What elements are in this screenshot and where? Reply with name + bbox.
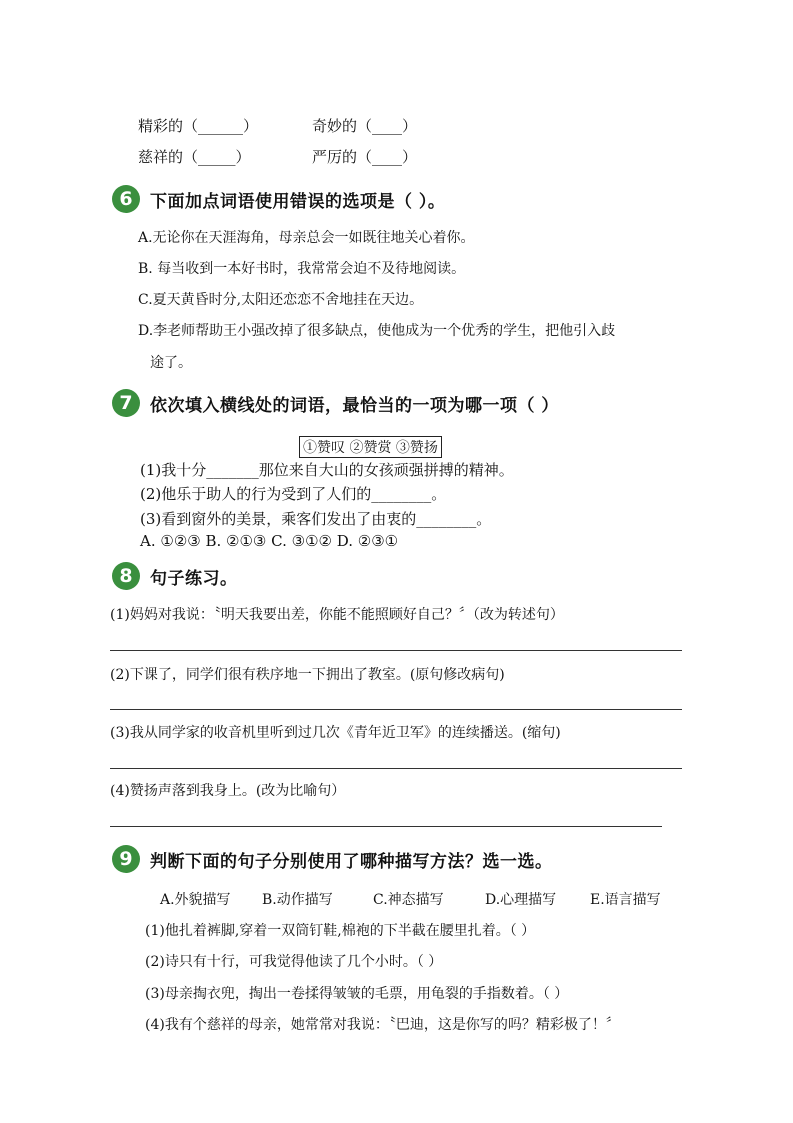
q8-item-2: (2)下课了，同学们很有秩序地一下拥出了教室。(原句修改病句) xyxy=(110,667,505,683)
q6-option-b: B. 每当收到一本好书时，我常常会迫不及待地阅读。 xyxy=(138,261,466,277)
question-number-badge: 6 xyxy=(112,185,140,213)
q9-item-1: (1)他扎着裤脚,穿着一双筒钉鞋,棉袍的下半截在腰里扎着。（ ） xyxy=(145,923,536,939)
question-number-badge: 9 xyxy=(112,845,140,873)
q7-choices: A. ①②③ B. ②①③ C. ③①② D. ②③① xyxy=(140,532,399,550)
q7-item-3: (3)看到窗外的美景，乘客们发出了由衷的________。 xyxy=(140,510,492,528)
q7-item-2: (2)他乐于助人的行为受到了人们的________。 xyxy=(140,485,447,503)
q7-title: 依次填入横线处的词语，最恰当的一项为哪一项（ ） xyxy=(150,396,559,416)
q6-option-a: A.无论你在天涯海角，母亲总会一如既往地关心着你。 xyxy=(138,230,475,246)
q5-row1-left: 精彩的（______） xyxy=(138,117,259,135)
q5-row2-left: 慈祥的（_____） xyxy=(138,148,251,166)
q5-row1-right: 奇妙的（____） xyxy=(312,117,418,135)
q8-title: 句子练习。 xyxy=(150,569,238,589)
q8-item-4: (4)赞扬声落到我身上。(改为比喻句） xyxy=(110,783,346,799)
q6-option-d: D.李老师帮助王小强改掉了很多缺点，使他成为一个优秀的学生，把他引入歧 xyxy=(138,323,616,339)
q9-item-3: (3)母亲掏衣兜，掏出一卷揉得皱皱的毛票，用龟裂的手指数着。（ ） xyxy=(145,986,569,1002)
q9-option-b: B.动作描写 xyxy=(262,892,333,908)
q6-option-d-continued: 途了。 xyxy=(150,355,192,371)
q7-word-box: ①赞叹 ②赞赏 ③赞扬 xyxy=(299,436,442,458)
q8-item-1: (1)妈妈对我说：〝明天我要出差，你能不能照顾好自己？〞（改为转述句） xyxy=(110,607,564,623)
q9-option-e: E.语言描写 xyxy=(590,892,661,908)
question-number-badge: 7 xyxy=(112,389,140,417)
q8-answer-line-1[interactable] xyxy=(110,650,682,651)
q7-item-1: (1)我十分_______那位来自大山的女孩顽强拼搏的精神。 xyxy=(140,461,514,479)
q8-answer-line-4[interactable] xyxy=(110,826,662,827)
q9-item-2: (2)诗只有十行，可我觉得他读了几个小时。（ ） xyxy=(145,954,443,970)
q6-option-c: C.夏天黄昏时分,太阳还恋恋不舍地挂在天边。 xyxy=(138,292,424,308)
q8-item-3: (3)我从同学家的收音机里听到过几次《青年近卫军》的连续播送。(缩句) xyxy=(110,725,561,741)
q9-item-4: (4)我有个慈祥的母亲，她常常对我说：〝巴迪，这是你写的吗？精彩极了！〞 xyxy=(145,1017,620,1033)
q8-answer-line-3[interactable] xyxy=(110,768,682,769)
q8-answer-line-2[interactable] xyxy=(110,709,682,710)
q9-option-d: D.心理描写 xyxy=(485,892,557,908)
q9-option-a: A.外貌描写 xyxy=(160,892,231,908)
q5-row2-right: 严厉的（____） xyxy=(312,148,418,166)
q6-title: 下面加点词语使用错误的选项是（ ）。 xyxy=(150,192,446,212)
q9-option-c: C.神态描写 xyxy=(373,892,444,908)
question-number-badge: 8 xyxy=(112,562,140,590)
q9-title: 判断下面的句子分别使用了哪种描写方法？选一选。 xyxy=(150,852,553,872)
